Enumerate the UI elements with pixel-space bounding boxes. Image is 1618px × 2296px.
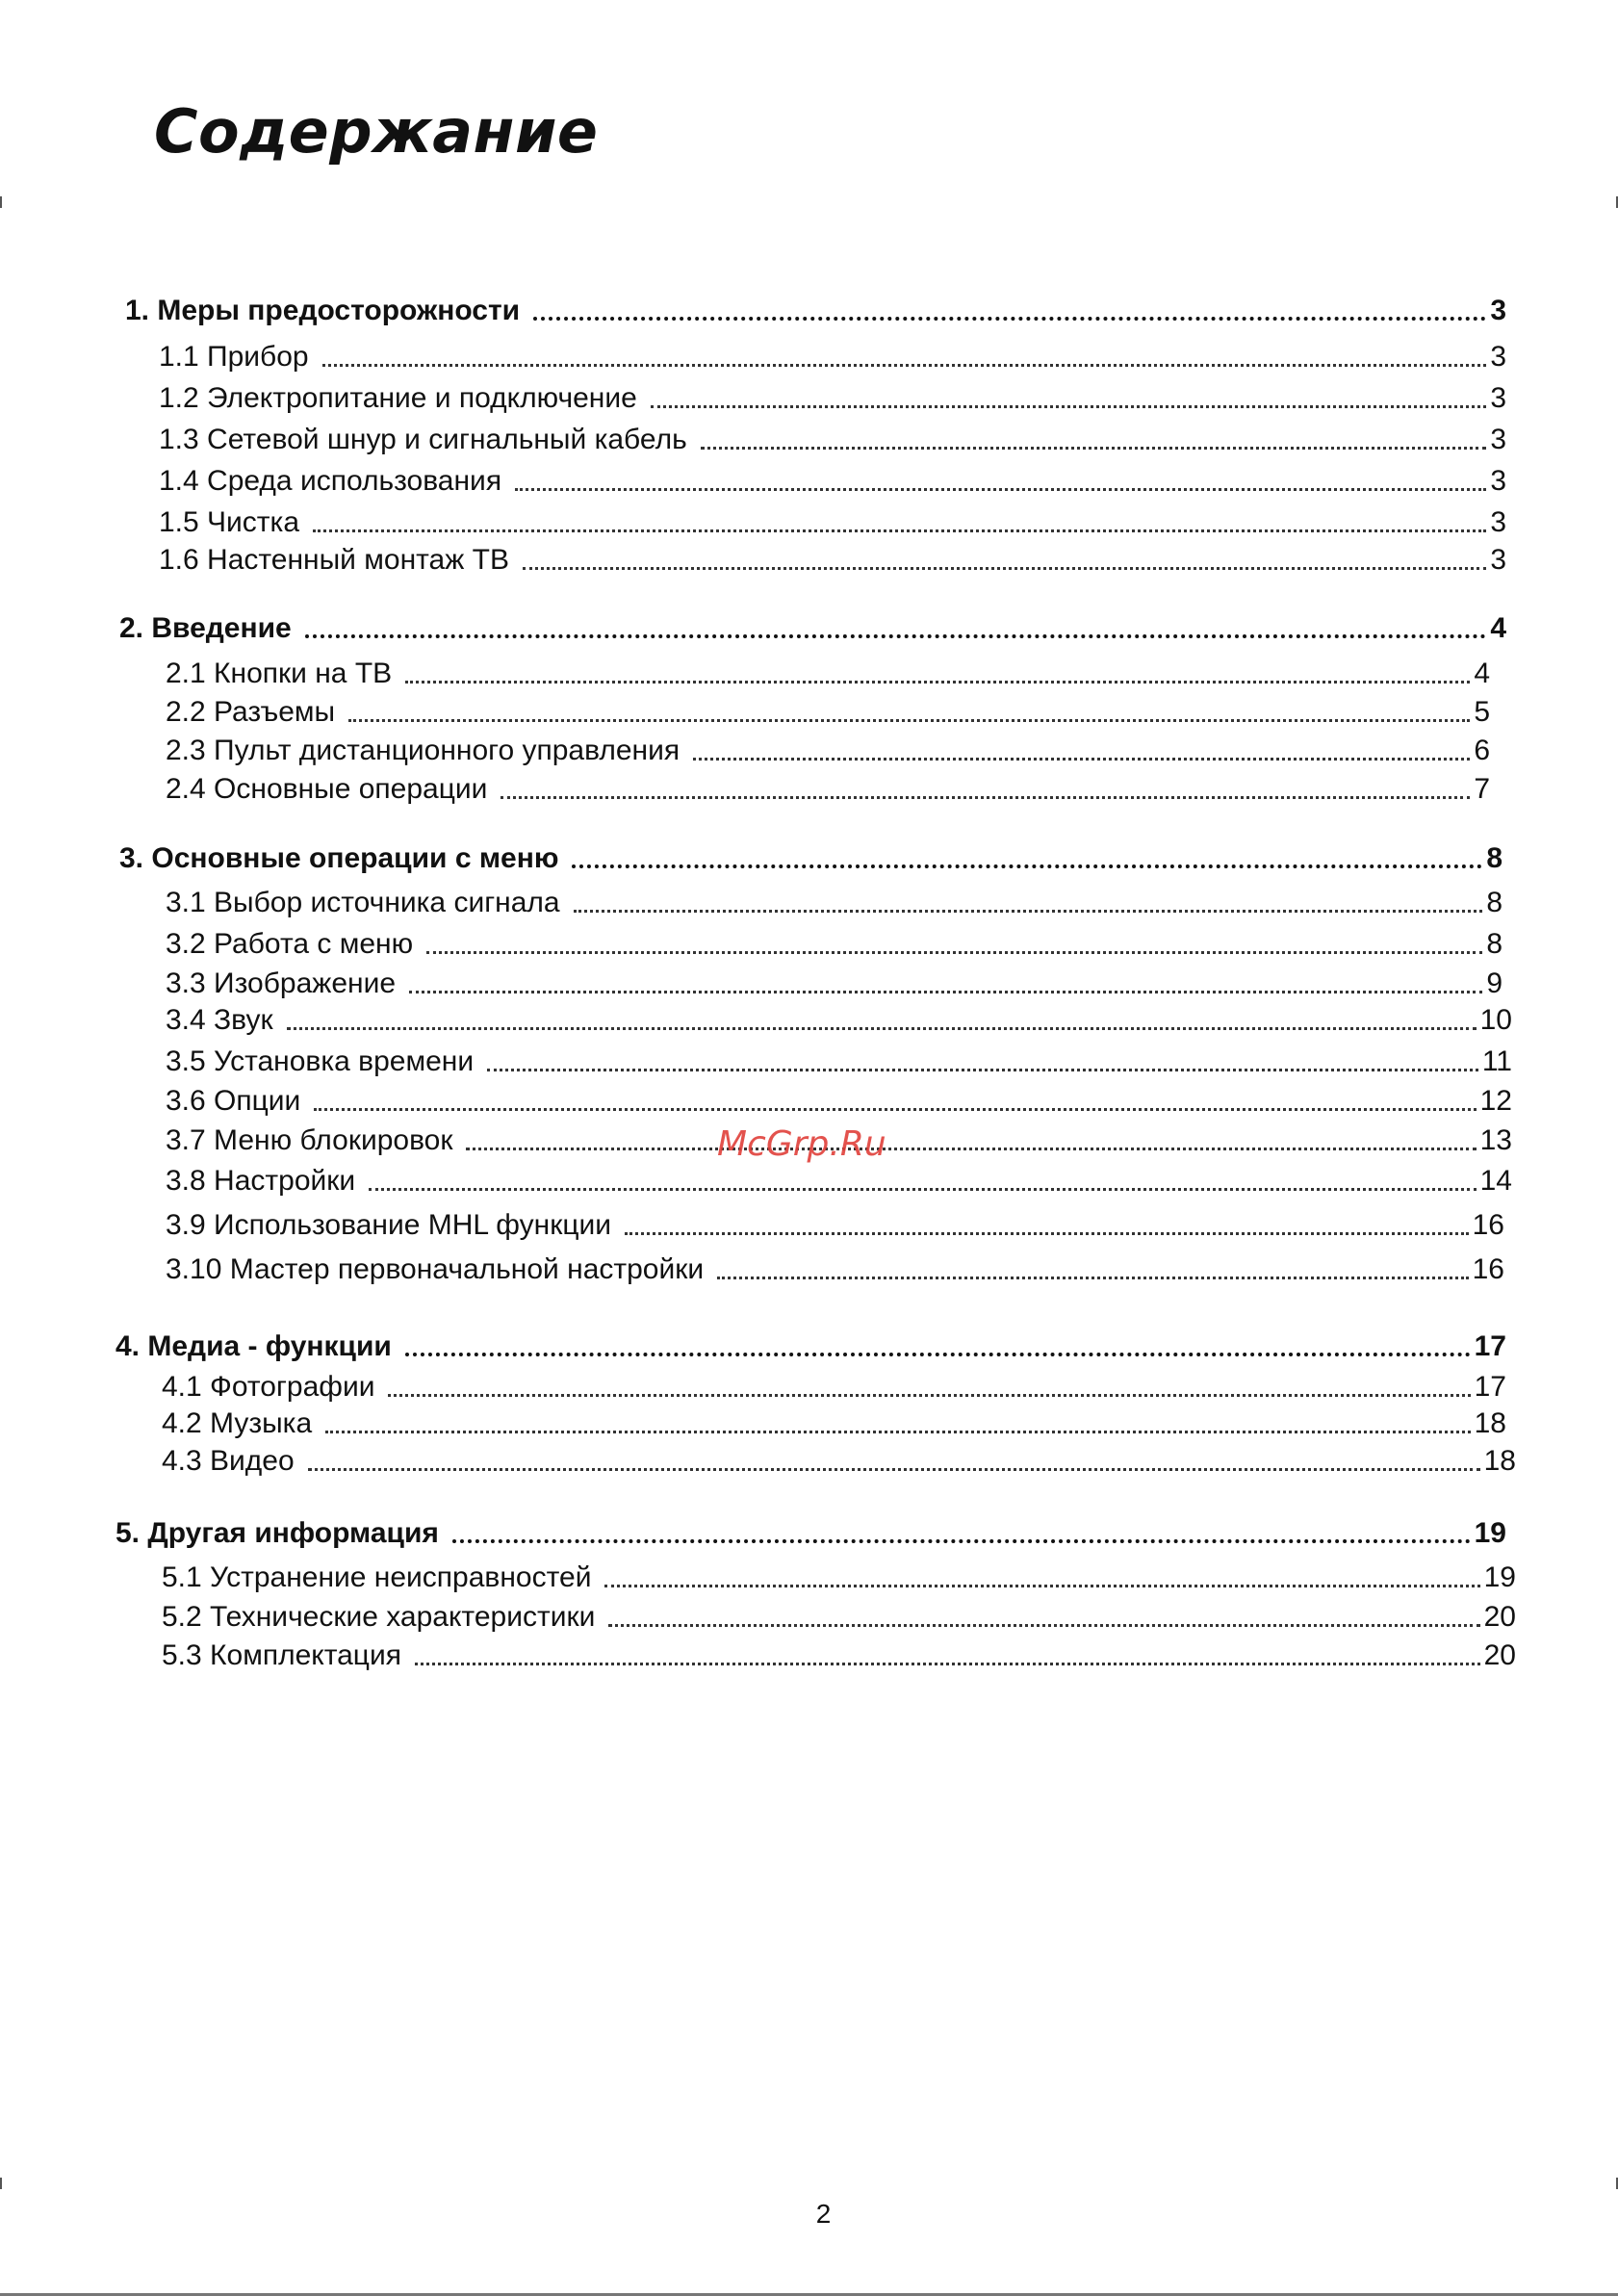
toc-page-number: 8 (1486, 842, 1502, 874)
toc-leader (693, 758, 1470, 761)
toc-section-5 (116, 1509, 1506, 1548)
toc-section-label: 5. Другая информация (116, 1517, 439, 1549)
toc-page-number: 3 (1490, 295, 1506, 326)
toc-page-number: 6 (1474, 735, 1490, 766)
toc-item-label: 3.6 Опции (166, 1085, 301, 1117)
toc-page-number: 8 (1486, 928, 1502, 960)
toc-item-label: 3.9 Использование MHL функции (166, 1209, 612, 1241)
toc-leader (515, 488, 1486, 491)
toc-leader (574, 910, 1483, 913)
toc-section-label: 4. Медиа - функции (116, 1330, 392, 1362)
toc-leader (388, 1394, 1470, 1397)
toc-item-5-2 (162, 1593, 1516, 1632)
toc-page-number: 3 (1490, 424, 1506, 455)
crop-mark (0, 196, 2, 208)
toc-page-number: 12 (1479, 1085, 1512, 1117)
toc-page-number: 14 (1479, 1165, 1512, 1197)
toc-leader (501, 796, 1470, 799)
toc-section-label: 2. Введение (119, 612, 292, 644)
toc-page-number: 16 (1472, 1209, 1504, 1241)
toc-item-4-2 (162, 1400, 1506, 1438)
toc-leader (322, 364, 1487, 367)
toc-leader (651, 405, 1487, 408)
toc-item-label: 3.2 Работа с меню (166, 928, 414, 960)
toc-leader (369, 1188, 1476, 1191)
toc-section-1 (125, 287, 1506, 325)
toc-leader (701, 447, 1487, 450)
toc-leader (625, 1232, 1469, 1235)
toc-leader (717, 1277, 1468, 1279)
watermark: McGrp.Ru (717, 1124, 886, 1164)
toc-page-number: 3 (1490, 506, 1506, 538)
toc-page-number: 3 (1490, 544, 1506, 576)
toc-item-4-1 (162, 1363, 1506, 1402)
toc-item-4-3 (162, 1437, 1516, 1476)
toc-page-number: 4 (1474, 658, 1490, 689)
toc-leader (325, 1431, 1470, 1433)
toc-item-1-6 (159, 536, 1506, 575)
toc-item-3-10 (166, 1246, 1504, 1284)
toc-item-2-2 (166, 688, 1490, 727)
toc-page-number: 7 (1474, 773, 1490, 805)
toc-page-number: 3 (1490, 465, 1506, 497)
toc-item-label: 3.4 Звук (166, 1004, 273, 1036)
toc-item-2-4 (166, 765, 1490, 804)
toc-item-label: 5.3 Комплектация (162, 1639, 401, 1671)
toc-item-5-3 (162, 1632, 1516, 1670)
toc-item-1-5 (159, 499, 1506, 537)
toc-item-1-3 (159, 416, 1506, 454)
toc-item-label: 5.1 Устранение неисправностей (162, 1561, 592, 1593)
toc-page-number: 10 (1479, 1004, 1512, 1036)
toc-page-number: 4 (1490, 612, 1506, 644)
toc-page-number: 20 (1483, 1639, 1516, 1671)
toc-item-1-4 (159, 457, 1506, 496)
toc-page-number: 3 (1490, 382, 1506, 414)
toc-item-label: 3.1 Выбор источника сигнала (166, 887, 560, 918)
toc-page-number: 18 (1474, 1407, 1506, 1439)
toc-item-label: 2.4 Основные операции (166, 773, 488, 805)
toc-item-label: 1.2 Электропитание и подключение (159, 382, 637, 414)
toc-page-number: 19 (1483, 1561, 1516, 1593)
toc-leader (415, 1663, 1480, 1665)
toc-section-label: 3. Основные операции с меню (119, 842, 559, 874)
toc-leader (523, 567, 1486, 570)
toc-leader (287, 1027, 1477, 1030)
toc-item-label: 1.5 Чистка (159, 506, 300, 538)
toc-leader (405, 1353, 1471, 1356)
toc-page-number: 9 (1486, 967, 1502, 999)
toc-leader (466, 1148, 1476, 1150)
toc-page-number: 17 (1474, 1371, 1506, 1403)
toc-item-label: 1.3 Сетевой шнур и сигнальный кабель (159, 424, 687, 455)
toc-leader (409, 991, 1482, 993)
toc-leader (313, 529, 1486, 532)
toc-item-3-6 (166, 1077, 1512, 1116)
toc-item-label: 1.6 Настенный монтаж ТВ (159, 544, 509, 576)
toc-item-label: 4.2 Музыка (162, 1407, 313, 1439)
page-title: Содержание (154, 96, 599, 167)
toc-page-number: 16 (1472, 1253, 1504, 1285)
toc-item-3-2 (166, 920, 1502, 959)
toc-page-number: 13 (1479, 1124, 1512, 1156)
toc-leader (308, 1468, 1480, 1471)
toc-section-2 (119, 605, 1506, 643)
toc-page-number: 19 (1474, 1517, 1506, 1549)
toc-item-label: 4.1 Фотографии (162, 1371, 375, 1403)
toc-leader (305, 634, 1487, 638)
toc-item-1-1 (159, 333, 1506, 372)
toc-item-label: 3.10 Мастер первоначальной настройки (166, 1253, 705, 1285)
toc-item-label: 3.3 Изображение (166, 967, 397, 999)
toc-page-number: 8 (1486, 887, 1502, 918)
toc-item-3-3 (166, 960, 1502, 998)
toc-leader (314, 1108, 1476, 1111)
toc-item-label: 3.5 Установка времени (166, 1045, 475, 1077)
toc-leader (572, 864, 1482, 868)
crop-mark (0, 2178, 2, 2189)
toc-leader (426, 951, 1482, 954)
toc-page-number: 18 (1483, 1445, 1516, 1477)
toc-leader (604, 1585, 1479, 1587)
toc-section-label: 1. Меры предосторожности (125, 295, 521, 326)
toc-section-4 (116, 1323, 1506, 1361)
toc-page-number: 17 (1474, 1330, 1506, 1362)
toc-section-3 (119, 835, 1502, 873)
toc-page-number: 3 (1490, 341, 1506, 373)
toc-leader (405, 681, 1470, 684)
toc-item-label: 4.3 Видео (162, 1445, 295, 1477)
toc-item-label: 2.2 Разъемы (166, 696, 336, 728)
toc-item-3-4 (166, 996, 1512, 1035)
toc-leader (487, 1069, 1478, 1071)
toc-page-number: 20 (1483, 1601, 1516, 1633)
toc-item-label: 5.2 Технические характеристики (162, 1601, 596, 1633)
toc-item-3-9 (166, 1201, 1504, 1240)
toc-item-3-5 (166, 1038, 1512, 1076)
toc-leader (533, 317, 1486, 321)
toc-leader (348, 719, 1470, 722)
toc-item-label: 3.8 Настройки (166, 1165, 356, 1197)
page-number: 2 (815, 2199, 832, 2229)
toc-page-number: 11 (1481, 1045, 1512, 1077)
toc-item-label: 1.1 Прибор (159, 341, 309, 373)
toc-leader (608, 1624, 1479, 1627)
toc-item-2-1 (166, 650, 1490, 688)
toc-item-label: 3.7 Меню блокировок (166, 1124, 453, 1156)
toc-item-1-2 (159, 374, 1506, 413)
toc-item-2-3 (166, 727, 1490, 765)
toc-page-number: 5 (1474, 696, 1490, 728)
toc-item-label: 2.3 Пульт дистанционного управления (166, 735, 681, 766)
toc-item-3-1 (166, 879, 1502, 917)
toc-item-5-1 (162, 1554, 1516, 1592)
toc-item-label: 1.4 Среда использования (159, 465, 502, 497)
toc-item-label: 2.1 Кнопки на ТВ (166, 658, 393, 689)
toc-leader (452, 1539, 1471, 1543)
